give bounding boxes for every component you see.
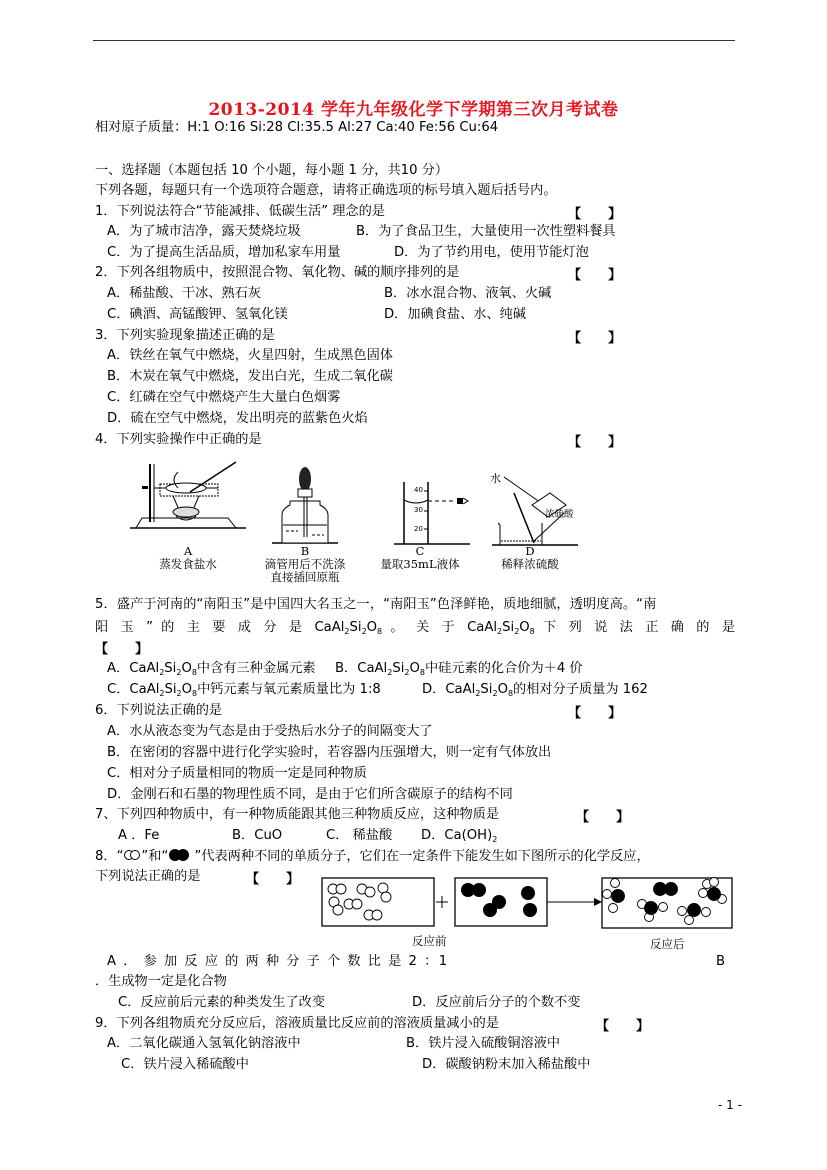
figure-c-caption-text: 量取35mL液体 (380, 557, 460, 571)
figure-b-dropper (270, 465, 340, 545)
q7-option-b: B．CuO (232, 828, 283, 843)
section-instruction: 下列各题，每题只有一个选项符合题意，请将正确选项的标号填入题后括号内。 (95, 183, 557, 198)
q1-option-c: C．为了提高生活品质，增加私家车用量 (107, 245, 341, 260)
figure-c-cylinder (392, 480, 472, 546)
answer-bracket-2[interactable]: 【 】 (568, 268, 622, 283)
page-number: - 1 - (718, 1098, 742, 1112)
answer-bracket-5[interactable]: 【 】 (95, 642, 149, 657)
figure-a-letter: A (183, 544, 193, 558)
q3-option-b: B．木炭在氧气中燃烧，发出白光，生成二氧化碳 (107, 369, 393, 384)
q8-option-a: A ． 参 加 反 应 的 两 种 分 子 个 数 比 是 2 ：1 (107, 954, 449, 969)
q3-option-d: D．硫在空气中燃烧，发出明亮的蓝紫色火焰 (107, 411, 368, 426)
q9-option-c: C．铁片浸入稀硫酸中 (121, 1057, 249, 1072)
figure-d-caption (485, 545, 575, 571)
answer-bracket-9[interactable]: 【 】 (596, 1019, 650, 1034)
q8-option-b-letter: B (716, 954, 726, 969)
q2-option-b: B．冰水混合物、液氧、火碱 (384, 286, 552, 301)
q7-option-a: A ．Fe (118, 828, 160, 843)
q5-stem-part-b: 。 关 于 (390, 620, 459, 635)
q9-option-d: D．碳酸钠粉末加入稀盐酸中 (422, 1057, 591, 1072)
q6-option-b: B．在密闭的容器中进行化学实验时，若容器内压强增大，则一定有气体放出 (107, 745, 552, 760)
question-5-stem-line2 (95, 617, 735, 642)
figure-b-caption (250, 545, 360, 584)
figure-a-caption (138, 545, 238, 571)
figure-a-caption-text: 蒸发食盐水 (159, 557, 217, 571)
figure-b-caption-line2: 直接插回原瓶 (270, 570, 340, 584)
q2-option-d: D．加碘食盐、水、纯碱 (384, 307, 527, 322)
q7-option-c: C． 稀盐酸 (326, 828, 393, 843)
reaction-diagram (318, 872, 738, 934)
q5-stem-part-c: 下 列 说 法 正 确 的 是 (543, 620, 736, 635)
question-2-stem: 2．下列各组物质中，按照混合物、氧化物、碱的顺序排列的是 (95, 265, 460, 280)
q8-option-c: C．反应前后元素的种类发生了改变 (118, 995, 326, 1010)
figure-b-letter: B (300, 544, 310, 558)
question-9-stem: 9．下列各组物质充分反应后，溶液质量比反应前的溶液质量减小的是 (95, 1016, 500, 1031)
q6-option-c: C．相对分子质量相同的物质一定是同种物质 (107, 766, 367, 781)
page-title: 2013-2014 学年九年级化学下学期第三次月考试卷 (208, 100, 619, 120)
figure-d-label-acid: 浓硫酸 (545, 509, 574, 520)
q5-option-a: A．$CaAl_2Si_2O_8$中含有三种金属元素 (107, 661, 316, 677)
answer-bracket-6[interactable]: 【 】 (568, 706, 622, 721)
q5-option-d: D．$CaAl_2Si_2O_8$的相对分子质量为 162 (422, 682, 648, 698)
question-3-stem: 3．下列实验现象描述正确的是 (95, 328, 275, 343)
q6-option-d: D．金刚石和石墨的物理性质不同，是由于它们所含碳原子的结构不同 (107, 787, 513, 802)
q5-stem-part-a: 阳 玉 ” 的 主 要 成 分 是 (95, 620, 307, 635)
q2-option-a: A．稀盐酸、干冰、熟石灰 (107, 286, 262, 301)
figure-c-tick-20: 20 (414, 525, 423, 533)
label-after-reaction: 反应后 (650, 937, 685, 951)
q5-option-c: C．$CaAl_2Si_2O_8$中钙元素与氧元素质量比为 1:8 (107, 682, 381, 698)
answer-bracket-7[interactable]: 【 】 (576, 810, 630, 825)
figure-d-letter: D (525, 544, 535, 558)
question-5-stem-line1: 5．盛产于河南的“南阳玉”是中国四大名玉之一，“南阳玉”色泽鲜艳，质地细腻，透明度高。“南 (95, 597, 657, 612)
answer-bracket-1[interactable]: 【 】 (568, 207, 622, 222)
header-rule (93, 40, 735, 41)
question-4-stem: 4．下列实验操作中正确的是 (95, 432, 262, 447)
question-7-stem: 7、下列四种物质中，有一种物质能跟其他三种物质反应，这种物质是 (95, 807, 500, 822)
white-molecule-icon (123, 849, 141, 861)
question-8-stem-line2: 下列说法正确的是 (95, 869, 201, 884)
q6-option-a: A．水从液态变为气态是由于受热后水分子的间隔变大了 (107, 724, 433, 739)
answer-bracket-4[interactable]: 【 】 (568, 435, 622, 450)
figure-c-tick-30: 30 (414, 506, 423, 514)
q8-option-d: D．反应前后分子的个数不变 (412, 995, 581, 1010)
answer-bracket-3[interactable]: 【 】 (568, 331, 622, 346)
q1-option-b: B．为了食品卫生，大量使用一次性塑料餐具 (356, 224, 616, 239)
q5-formula-1: $CaAl_2Si_2O_8$ (314, 620, 383, 636)
q9-option-a: A．二氧化碳通入氢氧化钠溶液中 (107, 1036, 301, 1051)
q9-option-b: B．铁片浸入硫酸铜溶液中 (406, 1036, 561, 1051)
q8-option-b: ．生成物一定是化合物 (95, 974, 227, 989)
figure-a-evaporation (128, 460, 248, 545)
atomic-mass-line: 相对原子质量：H:1 O:16 Si:28 Cl:35.5 Al:27 Ca:40 Fe:56 Cu:64 (95, 120, 499, 135)
figure-c-caption (370, 545, 470, 571)
q5-formula-2: $CaAl_2Si_2O_8$ (467, 620, 535, 636)
question-1-stem: 1．下列说法符合“节能减排、低碳生活” 理念的是 (95, 204, 385, 219)
q7-option-d: D．$Ca(OH)_2$ (421, 828, 498, 844)
q3-option-c: C．红磷在空气中燃烧产生大量白色烟雾 (107, 390, 341, 405)
figure-d-caption-text: 稀释浓硫酸 (501, 557, 559, 571)
q1-option-d: D．为了节约用电，使用节能灯泡 (394, 245, 589, 260)
question-6-stem: 6．下列说法正确的是 (95, 703, 223, 718)
q1-option-a: A．为了城市洁净，露天焚烧垃圾 (107, 224, 301, 239)
figure-c-tick-40: 40 (414, 486, 423, 494)
section-heading: 一、选择题（本题包括 10 个小题，每小题 1 分，共10 分） (95, 163, 449, 178)
q3-option-a: A．铁丝在氧气中燃烧，火星四射，生成黑色固体 (107, 348, 393, 363)
q2-option-c: C．碘酒、高锰酸钾、氢氧化镁 (107, 307, 288, 322)
question-8-stem: 8．“ ”和“ ”代表两种不同的单质分子，它们在一定条件下能发生如下图所示的化学反应， (95, 849, 650, 864)
black-molecule-icon (168, 848, 190, 862)
label-before-reaction: 反应前 (412, 934, 447, 948)
q5-option-b: B．$CaAl_2Si_2O_8$中硅元素的化合价为＋4 价 (335, 661, 583, 677)
answer-bracket-8[interactable]: 【 】 (246, 872, 300, 887)
figure-d-label-water: 水 (490, 472, 501, 485)
figure-c-letter: C (415, 544, 425, 558)
figure-b-caption-line1: 滴管用后不洗涤 (264, 557, 346, 571)
